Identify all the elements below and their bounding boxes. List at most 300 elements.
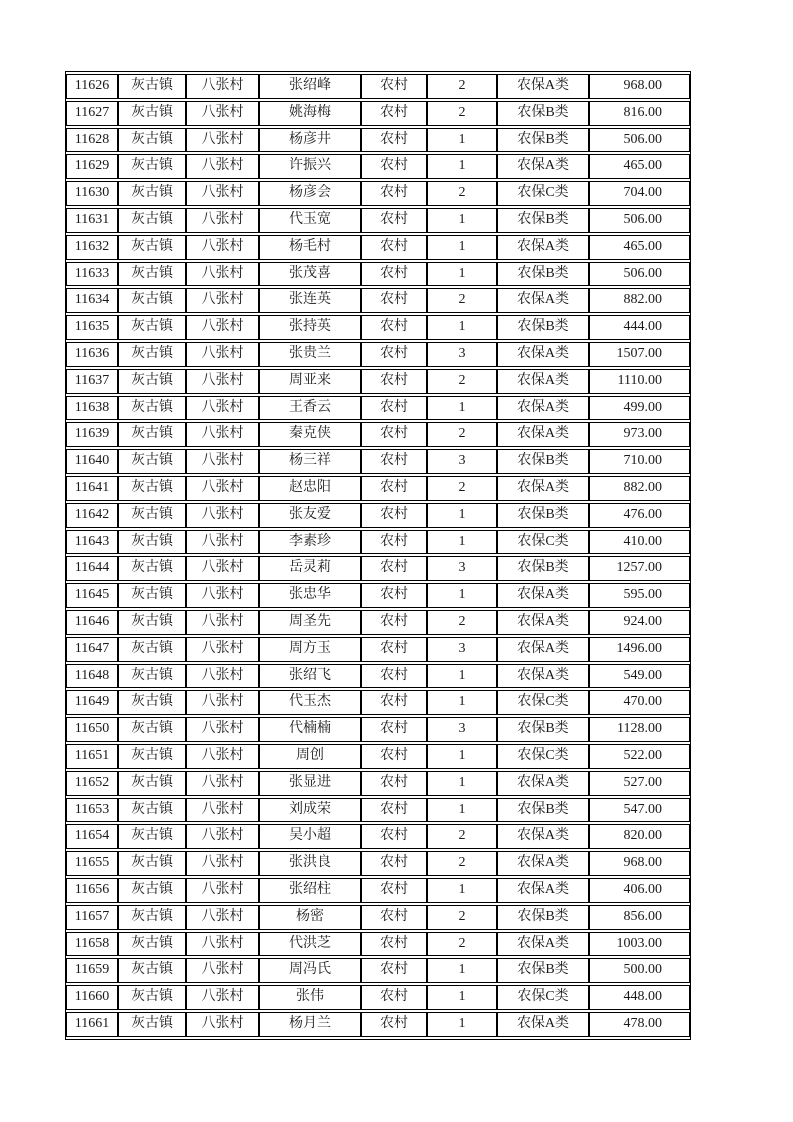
table-row xyxy=(66,476,690,501)
cell-insurance-class: 农保A类 xyxy=(497,610,589,635)
cell-name: 代玉宽 xyxy=(259,208,361,233)
cell-insurance-class: 农保A类 xyxy=(497,771,589,796)
cell-residence-type: 农村 xyxy=(361,610,427,635)
cell-village: 八张村 xyxy=(186,315,259,340)
cell-residence-type: 农村 xyxy=(361,476,427,501)
cell-record-id: 11660 xyxy=(66,985,118,1010)
cell-residence-type: 农村 xyxy=(361,101,427,126)
table-row xyxy=(66,503,690,528)
cell-insurance-class: 农保B类 xyxy=(497,717,589,742)
cell-name: 张显进 xyxy=(259,771,361,796)
cell-village: 八张村 xyxy=(186,985,259,1010)
cell-insurance-class: 农保B类 xyxy=(497,315,589,340)
cell-insurance-class: 农保A类 xyxy=(497,878,589,903)
cell-town: 灰古镇 xyxy=(118,610,186,635)
cell-insurance-class: 农保C类 xyxy=(497,985,589,1010)
cell-village: 八张村 xyxy=(186,181,259,206)
cell-village: 八张村 xyxy=(186,396,259,421)
cell-insurance-class: 农保B类 xyxy=(497,262,589,287)
cell-record-id: 11650 xyxy=(66,717,118,742)
cell-town: 灰古镇 xyxy=(118,449,186,474)
cell-residence-type: 农村 xyxy=(361,530,427,555)
cell-insurance-class: 农保C类 xyxy=(497,530,589,555)
cell-village: 八张村 xyxy=(186,449,259,474)
cell-amount: 704.00 xyxy=(589,181,690,206)
cell-amount: 968.00 xyxy=(589,851,690,876)
cell-amount: 476.00 xyxy=(589,503,690,528)
cell-record-id: 11630 xyxy=(66,181,118,206)
cell-amount: 924.00 xyxy=(589,610,690,635)
cell-town: 灰古镇 xyxy=(118,288,186,313)
cell-town: 灰古镇 xyxy=(118,851,186,876)
cell-village: 八张村 xyxy=(186,503,259,528)
cell-village: 八张村 xyxy=(186,288,259,313)
cell-record-id: 11634 xyxy=(66,288,118,313)
cell-village: 八张村 xyxy=(186,235,259,260)
table-row xyxy=(66,985,690,1010)
cell-village: 八张村 xyxy=(186,932,259,957)
cell-person-count: 3 xyxy=(427,717,497,742)
cell-name: 岳灵莉 xyxy=(259,556,361,581)
cell-amount: 470.00 xyxy=(589,690,690,715)
cell-amount: 816.00 xyxy=(589,101,690,126)
cell-person-count: 1 xyxy=(427,503,497,528)
cell-insurance-class: 农保B类 xyxy=(497,905,589,930)
table-row xyxy=(66,851,690,876)
cell-insurance-class: 农保A类 xyxy=(497,664,589,689)
cell-village: 八张村 xyxy=(186,798,259,823)
cell-record-id: 11638 xyxy=(66,396,118,421)
cell-record-id: 11637 xyxy=(66,369,118,394)
cell-town: 灰古镇 xyxy=(118,637,186,662)
table-row xyxy=(66,396,690,421)
cell-insurance-class: 农保B类 xyxy=(497,101,589,126)
table-row xyxy=(66,449,690,474)
cell-person-count: 1 xyxy=(427,958,497,983)
cell-village: 八张村 xyxy=(186,637,259,662)
cell-record-id: 11631 xyxy=(66,208,118,233)
cell-record-id: 11645 xyxy=(66,583,118,608)
cell-residence-type: 农村 xyxy=(361,664,427,689)
cell-record-id: 11656 xyxy=(66,878,118,903)
cell-village: 八张村 xyxy=(186,1012,259,1037)
cell-person-count: 1 xyxy=(427,583,497,608)
cell-amount: 1507.00 xyxy=(589,342,690,367)
cell-name: 张茂喜 xyxy=(259,262,361,287)
cell-insurance-class: 农保B类 xyxy=(497,503,589,528)
cell-record-id: 11644 xyxy=(66,556,118,581)
table-row xyxy=(66,262,690,287)
cell-person-count: 1 xyxy=(427,1012,497,1037)
cell-person-count: 2 xyxy=(427,288,497,313)
cell-name: 杨毛村 xyxy=(259,235,361,260)
table-row xyxy=(66,128,690,153)
cell-village: 八张村 xyxy=(186,101,259,126)
cell-person-count: 1 xyxy=(427,664,497,689)
cell-record-id: 11632 xyxy=(66,235,118,260)
cell-insurance-class: 农保A类 xyxy=(497,288,589,313)
cell-name: 张连英 xyxy=(259,288,361,313)
cell-residence-type: 农村 xyxy=(361,128,427,153)
cell-amount: 882.00 xyxy=(589,288,690,313)
cell-name: 张洪良 xyxy=(259,851,361,876)
cell-name: 周亚来 xyxy=(259,369,361,394)
table-row xyxy=(66,744,690,769)
cell-name: 张持英 xyxy=(259,315,361,340)
cell-amount: 527.00 xyxy=(589,771,690,796)
cell-name: 吴小超 xyxy=(259,824,361,849)
table-row xyxy=(66,932,690,957)
cell-town: 灰古镇 xyxy=(118,154,186,179)
cell-town: 灰古镇 xyxy=(118,583,186,608)
cell-name: 张绍柱 xyxy=(259,878,361,903)
cell-village: 八张村 xyxy=(186,771,259,796)
cell-town: 灰古镇 xyxy=(118,905,186,930)
cell-record-id: 11633 xyxy=(66,262,118,287)
cell-residence-type: 农村 xyxy=(361,932,427,957)
cell-name: 周冯氏 xyxy=(259,958,361,983)
cell-record-id: 11635 xyxy=(66,315,118,340)
cell-town: 灰古镇 xyxy=(118,235,186,260)
cell-amount: 500.00 xyxy=(589,958,690,983)
cell-residence-type: 农村 xyxy=(361,235,427,260)
cell-residence-type: 农村 xyxy=(361,503,427,528)
cell-record-id: 11629 xyxy=(66,154,118,179)
cell-person-count: 1 xyxy=(427,744,497,769)
cell-insurance-class: 农保A类 xyxy=(497,476,589,501)
cell-village: 八张村 xyxy=(186,583,259,608)
cell-person-count: 2 xyxy=(427,476,497,501)
cell-person-count: 1 xyxy=(427,530,497,555)
cell-town: 灰古镇 xyxy=(118,74,186,99)
cell-name: 李素珍 xyxy=(259,530,361,555)
cell-town: 灰古镇 xyxy=(118,744,186,769)
cell-name: 秦克侠 xyxy=(259,422,361,447)
cell-amount: 506.00 xyxy=(589,128,690,153)
cell-insurance-class: 农保A类 xyxy=(497,932,589,957)
cell-town: 灰古镇 xyxy=(118,181,186,206)
cell-insurance-class: 农保A类 xyxy=(497,369,589,394)
table-row xyxy=(66,664,690,689)
cell-person-count: 1 xyxy=(427,771,497,796)
cell-record-id: 11659 xyxy=(66,958,118,983)
cell-amount: 973.00 xyxy=(589,422,690,447)
cell-person-count: 1 xyxy=(427,315,497,340)
cell-residence-type: 农村 xyxy=(361,422,427,447)
cell-record-id: 11636 xyxy=(66,342,118,367)
cell-village: 八张村 xyxy=(186,664,259,689)
cell-name: 杨月兰 xyxy=(259,1012,361,1037)
cell-residence-type: 农村 xyxy=(361,1012,427,1037)
cell-amount: 856.00 xyxy=(589,905,690,930)
cell-residence-type: 农村 xyxy=(361,905,427,930)
cell-amount: 506.00 xyxy=(589,262,690,287)
cell-person-count: 2 xyxy=(427,422,497,447)
cell-residence-type: 农村 xyxy=(361,288,427,313)
cell-record-id: 11652 xyxy=(66,771,118,796)
cell-residence-type: 农村 xyxy=(361,342,427,367)
cell-name: 张绍峰 xyxy=(259,74,361,99)
cell-name: 张伟 xyxy=(259,985,361,1010)
cell-residence-type: 农村 xyxy=(361,262,427,287)
cell-insurance-class: 农保A类 xyxy=(497,74,589,99)
cell-insurance-class: 农保A类 xyxy=(497,824,589,849)
cell-person-count: 1 xyxy=(427,690,497,715)
cell-residence-type: 农村 xyxy=(361,878,427,903)
cell-town: 灰古镇 xyxy=(118,262,186,287)
cell-person-count: 3 xyxy=(427,637,497,662)
cell-name: 周圣先 xyxy=(259,610,361,635)
cell-insurance-class: 农保C类 xyxy=(497,744,589,769)
cell-person-count: 2 xyxy=(427,851,497,876)
cell-amount: 499.00 xyxy=(589,396,690,421)
table-row xyxy=(66,905,690,930)
cell-town: 灰古镇 xyxy=(118,128,186,153)
cell-record-id: 11626 xyxy=(66,74,118,99)
table-row xyxy=(66,583,690,608)
cell-insurance-class: 农保C类 xyxy=(497,181,589,206)
cell-name: 张贵兰 xyxy=(259,342,361,367)
cell-amount: 478.00 xyxy=(589,1012,690,1037)
cell-amount: 410.00 xyxy=(589,530,690,555)
cell-amount: 1003.00 xyxy=(589,932,690,957)
cell-person-count: 3 xyxy=(427,556,497,581)
cell-village: 八张村 xyxy=(186,530,259,555)
cell-insurance-class: 农保A类 xyxy=(497,396,589,421)
cell-town: 灰古镇 xyxy=(118,208,186,233)
cell-amount: 465.00 xyxy=(589,154,690,179)
cell-insurance-class: 农保B类 xyxy=(497,208,589,233)
cell-person-count: 2 xyxy=(427,74,497,99)
cell-town: 灰古镇 xyxy=(118,798,186,823)
cell-insurance-class: 农保B类 xyxy=(497,449,589,474)
cell-town: 灰古镇 xyxy=(118,771,186,796)
table-row xyxy=(66,342,690,367)
cell-residence-type: 农村 xyxy=(361,690,427,715)
cell-amount: 506.00 xyxy=(589,208,690,233)
cell-name: 张绍飞 xyxy=(259,664,361,689)
cell-name: 刘成荣 xyxy=(259,798,361,823)
cell-town: 灰古镇 xyxy=(118,958,186,983)
cell-insurance-class: 农保B类 xyxy=(497,958,589,983)
table-row xyxy=(66,637,690,662)
cell-town: 灰古镇 xyxy=(118,932,186,957)
cell-record-id: 11655 xyxy=(66,851,118,876)
cell-town: 灰古镇 xyxy=(118,690,186,715)
table-row xyxy=(66,878,690,903)
cell-person-count: 2 xyxy=(427,932,497,957)
cell-village: 八张村 xyxy=(186,262,259,287)
cell-residence-type: 农村 xyxy=(361,744,427,769)
cell-village: 八张村 xyxy=(186,878,259,903)
cell-person-count: 2 xyxy=(427,905,497,930)
table-row xyxy=(66,74,690,99)
table-row xyxy=(66,181,690,206)
cell-record-id: 11640 xyxy=(66,449,118,474)
cell-insurance-class: 农保A类 xyxy=(497,235,589,260)
records-table xyxy=(65,71,691,1040)
cell-person-count: 3 xyxy=(427,449,497,474)
table-row xyxy=(66,101,690,126)
cell-residence-type: 农村 xyxy=(361,449,427,474)
cell-village: 八张村 xyxy=(186,610,259,635)
cell-person-count: 2 xyxy=(427,369,497,394)
cell-record-id: 11627 xyxy=(66,101,118,126)
table-row xyxy=(66,235,690,260)
cell-insurance-class: 农保A类 xyxy=(497,1012,589,1037)
cell-amount: 522.00 xyxy=(589,744,690,769)
cell-name: 赵忠阳 xyxy=(259,476,361,501)
cell-town: 灰古镇 xyxy=(118,422,186,447)
cell-town: 灰古镇 xyxy=(118,396,186,421)
cell-town: 灰古镇 xyxy=(118,664,186,689)
table-row xyxy=(66,208,690,233)
cell-residence-type: 农村 xyxy=(361,637,427,662)
table-row xyxy=(66,690,690,715)
cell-record-id: 11658 xyxy=(66,932,118,957)
table-row xyxy=(66,824,690,849)
cell-residence-type: 农村 xyxy=(361,798,427,823)
cell-record-id: 11647 xyxy=(66,637,118,662)
cell-village: 八张村 xyxy=(186,342,259,367)
cell-name: 杨彦会 xyxy=(259,181,361,206)
cell-record-id: 11657 xyxy=(66,905,118,930)
cell-residence-type: 农村 xyxy=(361,824,427,849)
cell-town: 灰古镇 xyxy=(118,503,186,528)
cell-village: 八张村 xyxy=(186,958,259,983)
cell-town: 灰古镇 xyxy=(118,556,186,581)
cell-town: 灰古镇 xyxy=(118,985,186,1010)
cell-amount: 1257.00 xyxy=(589,556,690,581)
cell-record-id: 11628 xyxy=(66,128,118,153)
cell-residence-type: 农村 xyxy=(361,556,427,581)
table-row xyxy=(66,771,690,796)
cell-town: 灰古镇 xyxy=(118,476,186,501)
cell-town: 灰古镇 xyxy=(118,315,186,340)
cell-amount: 820.00 xyxy=(589,824,690,849)
cell-record-id: 11646 xyxy=(66,610,118,635)
cell-residence-type: 农村 xyxy=(361,851,427,876)
cell-village: 八张村 xyxy=(186,422,259,447)
table-row xyxy=(66,717,690,742)
cell-insurance-class: 农保B类 xyxy=(497,556,589,581)
table-body xyxy=(66,74,690,1037)
table-row xyxy=(66,556,690,581)
cell-insurance-class: 农保A类 xyxy=(497,851,589,876)
cell-amount: 448.00 xyxy=(589,985,690,1010)
cell-residence-type: 农村 xyxy=(361,181,427,206)
cell-name: 周创 xyxy=(259,744,361,769)
cell-town: 灰古镇 xyxy=(118,101,186,126)
cell-insurance-class: 农保A类 xyxy=(497,342,589,367)
cell-town: 灰古镇 xyxy=(118,824,186,849)
table-row xyxy=(66,1012,690,1037)
cell-residence-type: 农村 xyxy=(361,985,427,1010)
cell-insurance-class: 农保A类 xyxy=(497,583,589,608)
table-row xyxy=(66,369,690,394)
cell-record-id: 11641 xyxy=(66,476,118,501)
cell-person-count: 1 xyxy=(427,235,497,260)
cell-person-count: 1 xyxy=(427,128,497,153)
table-row xyxy=(66,530,690,555)
cell-insurance-class: 农保A类 xyxy=(497,154,589,179)
cell-residence-type: 农村 xyxy=(361,315,427,340)
cell-person-count: 2 xyxy=(427,181,497,206)
cell-residence-type: 农村 xyxy=(361,958,427,983)
cell-residence-type: 农村 xyxy=(361,154,427,179)
cell-village: 八张村 xyxy=(186,74,259,99)
cell-town: 灰古镇 xyxy=(118,878,186,903)
cell-insurance-class: 农保A类 xyxy=(497,422,589,447)
cell-record-id: 11648 xyxy=(66,664,118,689)
table-row xyxy=(66,798,690,823)
cell-record-id: 11642 xyxy=(66,503,118,528)
table-row xyxy=(66,315,690,340)
cell-person-count: 1 xyxy=(427,208,497,233)
cell-village: 八张村 xyxy=(186,824,259,849)
cell-village: 八张村 xyxy=(186,744,259,769)
cell-village: 八张村 xyxy=(186,128,259,153)
table-row xyxy=(66,154,690,179)
cell-name: 王香云 xyxy=(259,396,361,421)
cell-amount: 406.00 xyxy=(589,878,690,903)
cell-name: 许振兴 xyxy=(259,154,361,179)
cell-name: 代洪芝 xyxy=(259,932,361,957)
cell-record-id: 11649 xyxy=(66,690,118,715)
cell-amount: 595.00 xyxy=(589,583,690,608)
table-row xyxy=(66,610,690,635)
cell-record-id: 11643 xyxy=(66,530,118,555)
cell-village: 八张村 xyxy=(186,717,259,742)
cell-town: 灰古镇 xyxy=(118,342,186,367)
cell-insurance-class: 农保B类 xyxy=(497,128,589,153)
cell-amount: 465.00 xyxy=(589,235,690,260)
cell-village: 八张村 xyxy=(186,556,259,581)
cell-record-id: 11654 xyxy=(66,824,118,849)
cell-name: 代玉杰 xyxy=(259,690,361,715)
cell-name: 周方玉 xyxy=(259,637,361,662)
cell-record-id: 11653 xyxy=(66,798,118,823)
cell-town: 灰古镇 xyxy=(118,530,186,555)
cell-name: 杨三祥 xyxy=(259,449,361,474)
cell-insurance-class: 农保B类 xyxy=(497,798,589,823)
cell-person-count: 1 xyxy=(427,396,497,421)
cell-amount: 1128.00 xyxy=(589,717,690,742)
cell-town: 灰古镇 xyxy=(118,717,186,742)
cell-name: 张忠华 xyxy=(259,583,361,608)
cell-residence-type: 农村 xyxy=(361,208,427,233)
table-row xyxy=(66,422,690,447)
cell-person-count: 3 xyxy=(427,342,497,367)
cell-person-count: 1 xyxy=(427,154,497,179)
cell-town: 灰古镇 xyxy=(118,1012,186,1037)
cell-village: 八张村 xyxy=(186,208,259,233)
cell-village: 八张村 xyxy=(186,851,259,876)
cell-person-count: 1 xyxy=(427,878,497,903)
cell-person-count: 1 xyxy=(427,798,497,823)
cell-village: 八张村 xyxy=(186,476,259,501)
cell-residence-type: 农村 xyxy=(361,771,427,796)
cell-village: 八张村 xyxy=(186,154,259,179)
cell-amount: 444.00 xyxy=(589,315,690,340)
cell-village: 八张村 xyxy=(186,369,259,394)
cell-residence-type: 农村 xyxy=(361,583,427,608)
cell-amount: 882.00 xyxy=(589,476,690,501)
cell-amount: 549.00 xyxy=(589,664,690,689)
cell-amount: 1110.00 xyxy=(589,369,690,394)
cell-name: 张友爱 xyxy=(259,503,361,528)
cell-residence-type: 农村 xyxy=(361,369,427,394)
